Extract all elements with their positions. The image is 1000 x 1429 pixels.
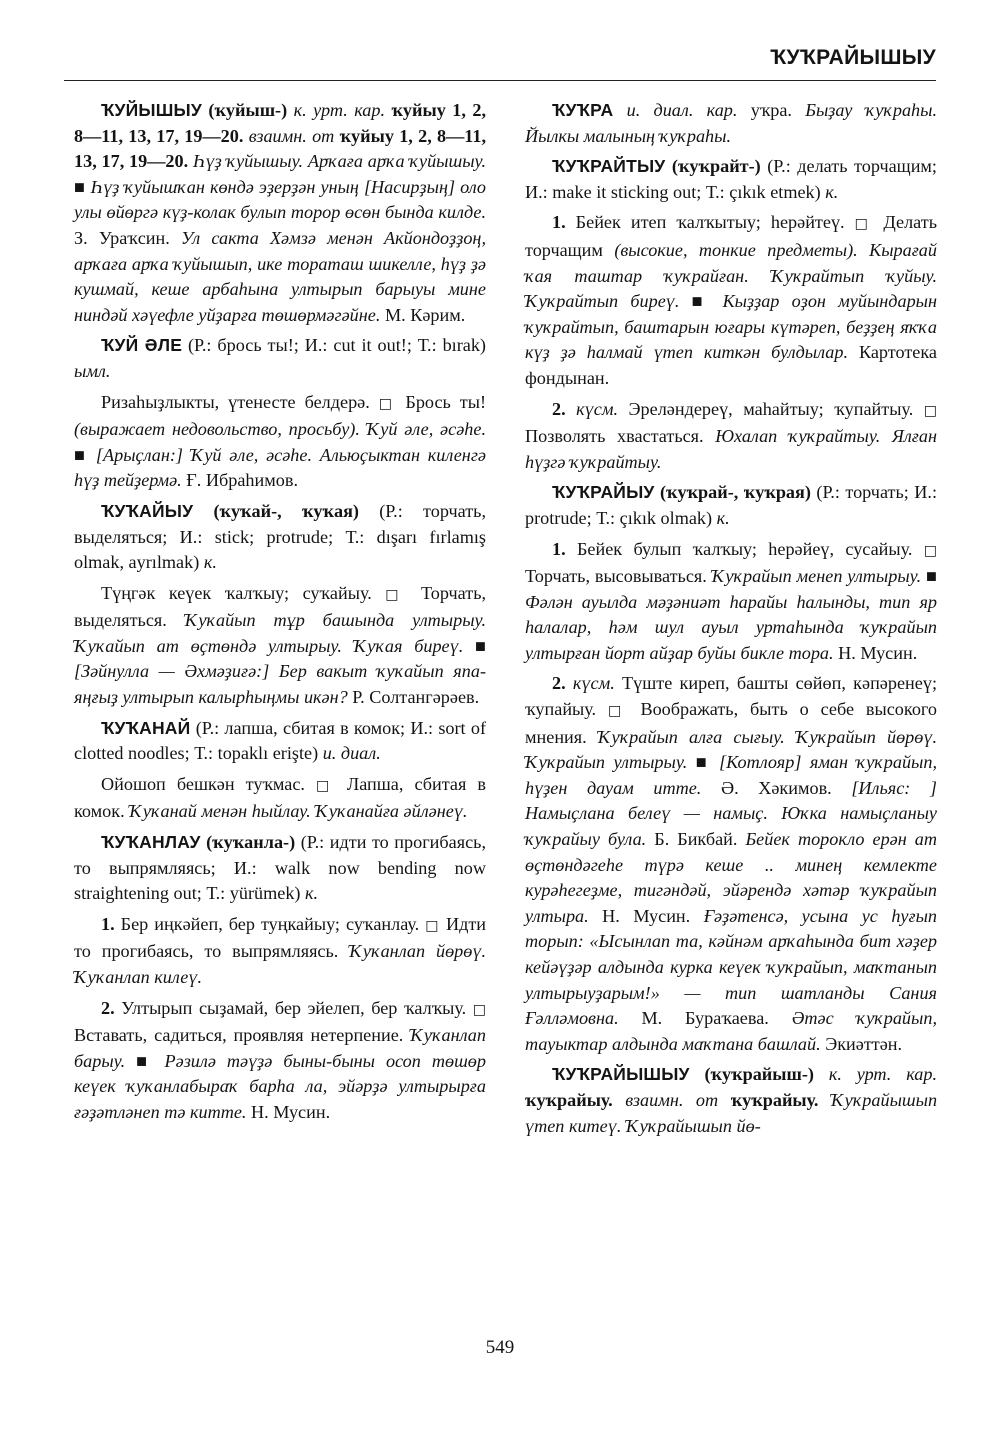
- square-icon: □: [854, 216, 874, 233]
- running-head: ҠУҠРАЙЫШЫУ: [770, 46, 936, 69]
- entry-kukanlau-sense-1: 1. Бер иңкәйеп, бер туңкайыу; суҡанлау. □ Идти то прогибаясь, то выпрямляясь. Ҡуҡанлап йөрөү. Ҡуҡанлап килеү.: [74, 913, 487, 987]
- header-rule: [64, 80, 936, 81]
- square-icon: □: [608, 703, 629, 720]
- entry-kukanlau-sense-2: 2. Ултырып сыҙамай, бер эйелеп, бер ҡалҡыу. □ Вставать, садиться, проявляя нетерпение. Ҡуҡанлап барыу. ■ Рәзилә тәүҙә быны-быны осоп төшөр кеүек ҡуҡанлабыраҡ барһа ла, эйәрҙә ултырырға ғәҙәтләнеп тә китте. Н. Мусин.: [74, 997, 487, 1122]
- headword: ҠУҠАНЛАУ: [101, 832, 201, 853]
- black-square-icon: ■: [475, 635, 487, 656]
- entry-kukanlau: ҠУҠАНЛАУ (ҡуҡанла-) (Р.: идти то прогибаясь, то выпрямляясь; И.: walk now bending now straightening out; Т.: yürümek) к.: [74, 832, 487, 904]
- black-square-icon: ■: [74, 176, 86, 197]
- headword: ҠУҠРА: [552, 100, 614, 120]
- square-icon: □: [472, 1001, 487, 1018]
- entry-kukraytyu-sense-1: 1. Бейек итеп ҡалҡытыу; һерәйтеү. □ Делать торчащим (высокие, тонкие предметы). Кырағай ҡая таштар ҡуҡрайған. Ҡуҡрайтып ҡуйыу. Ҡуҡрайтып биреү. ■ Кыҙҙар оҙон муйындарын ҡуҡрайтып, баштарын юғары күтәреп, беҙҙең яҡҡа күҙ ҙә һалмай үтеп киткән булдылар. Картотека фондынан.: [525, 212, 938, 388]
- black-square-icon: ■: [926, 566, 937, 587]
- right-column: [525, 98, 937, 1144]
- entry-kukrayyshyu: ҠУҠРАЙЫШЫУ (ҡуҡрайыш-) к. урт. кар. ҡуҡрайыу. взаимн. от ҡуҡрайыу. Ҡуҡрайышып үтеп китеү. Ҡуҡрайышып йө-: [525, 1064, 938, 1136]
- headword: ҠУҠРАЙЫУ: [552, 482, 655, 503]
- entry-kuyyshyu: ҠУЙЫШЫУ (ҡуйыш-) к. урт. кар. ҡуйыу 1, 2, 8—11, 13, 17, 19—20. взаимн. от ҡуйыу 1, 2, 8—11, 13, 17, 19—20. Һүҙ ҡуйышыу. Арҡаға арҡа ҡуйышыу. ■ Һүҙ ҡуйышҡан көндә эҙерҙән уның [Насирҙың] оло улы өйөргә күҙ-колак булып торор өсөн бында килде. З. Ураҡсин. Ул сакта Хәмзә менән Акйондоҙҙоң, арҡаға арҡа ҡуйышып, ике тораташ шикелле, һүҙ ҙә кушмай, кеше арбаһына ултырып барыуы мине ниндәй хәүефле уйҙарға төшөрмәгәйне. М. Кәрим.: [74, 100, 487, 325]
- entry-kukayyu: ҠУҠАЙЫУ (ҡуҡай-, ҡуҡая) (Р.: торчать, выделяться; И.: stick; protrude; Т.: dışarı fırlamış olmak, ayrılmak) к.: [74, 500, 486, 573]
- entry-kukanay: ҠУҠАНАЙ (Р.: лапша, сбитая в комок; И.: sort of clotted noodles; Т.: topaklı erişte) и. диал.: [74, 717, 487, 764]
- page-number: 549: [485, 1337, 515, 1358]
- entry-kukraytyu: ҠУҠРАЙТЫУ (ҡуҡрайт-) (Р.: делать торчащим; И.: make it sticking out; Т.: çıkık etmek) к.: [525, 156, 937, 202]
- headword: ҠУҠАЙЫУ: [101, 500, 194, 521]
- entry-kukrayyu-sense-2: 2. күсм. Түште киреп, башты сөйөп, кәпәренеү; ҡупайыу. □ Воображать, быть о себе высокого мнения. Ҡуҡрайып алға сығыу. Ҡуҡрайып йөрөү. Ҡуҡрайып ултырыу. ■ [Котлояр] яман ҡуҡрайып, һүҙен дауам итте. Ә. Хәкимов. [Ильяс: ] Намыҫлана белеү — намыҫ. Юҡка намыҫланыу ҡуҡрайыу була. Б. Бикбай. Бейек торокло ерән ат өҫтөндәгеһе түрә кеше .. минең кемлекте курәһегеҙме, тигәндәй, эйәрендә хәтәр ҡуҡрайып ултыра. Н. Мусин. Ғәҙәтенсә, усына ус һуғып торып: «Ысынлап та, кәйнәм арҡаһында бит хәҙер кейәүҙәр алдында курка кеүек ҡуҡрайып, маҡтанып ултырыуҙарым!» — тип шатланды Сания Ғәлләмовна. М. Бураҡаева. Әтәс ҡуҡрайып, тауыктар алдында маҡтана башлай. Экиәттән.: [525, 673, 938, 1054]
- square-icon: □: [923, 402, 938, 419]
- square-icon: □: [385, 586, 408, 603]
- headword: ҠУҠРАЙТЫУ: [552, 156, 666, 177]
- entry-kuy-ale-sense: Ризаһыҙлыкты, үтенесте белдерә. □ Брось ты! (выражает недовольство, просьбу). Ҡуй әле, әсәһе. ■ [Арыҫлан:] Ҡуй әле, әсәһе. Альюҫыктан киленгә һүҙ тейҙермә. Ғ. Ибраһимов.: [74, 391, 487, 491]
- square-icon: □: [316, 777, 336, 794]
- headword: ҠУЙЫШЫУ: [101, 100, 202, 120]
- headword: ҠУҠРАЙЫШЫУ: [552, 1064, 690, 1085]
- headword: ҠУЙ ӘЛЕ: [101, 335, 183, 356]
- square-icon: □: [425, 917, 440, 934]
- black-square-icon: ■: [136, 1050, 154, 1071]
- entry-kukrayyu: ҠУҠРАЙЫУ (ҡуҡрай-, ҡуҡрая) (Р.: торчать; И.: protrude; Т.: çıkık olmak) к.: [525, 482, 938, 528]
- black-square-icon: ■: [74, 444, 89, 465]
- black-square-icon: ■: [695, 752, 711, 773]
- black-square-icon: ■: [691, 291, 711, 312]
- square-icon: □: [378, 395, 397, 412]
- left-column: [74, 98, 486, 1131]
- headword: ҠУҠАНАЙ: [101, 717, 191, 738]
- entry-kuy-ale: ҠУЙ ӘЛЕ (Р.: брось ты!; И.: cut it out!; Т.: bırak) ымл.: [74, 335, 486, 381]
- entry-kukayyu-sense: Түңгәк кеүек ҡалҡыу; суҡайыу. □ Торчать, выделяться. Ҡуҡайып тұр башында ултырыу. Ҡуҡайып ат өҫтөндә ултырыу. Ҡуҡая биреү. ■ [Зәйнулла — Әхмәҙиғә:] Бер вакыт ҡуҡайып япа-яңғыҙ ултырып калырһыңмы икән? Р. Солтангәрәев.: [74, 582, 487, 708]
- entry-kukrayyu-sense-1: 1. Бейек булып ҡалҡыу; һерәйеү, сусайыу. □ Торчать, высовываться. Ҡуҡрайып менеп ултырыу. ■ Фәлән ауылда мәҙәниәт һарайы һалынды, тип яр һалалар, һәм шул ауыл уртаһында ҡуҡрайып ултырған йорт айҙар буйы бикле тора. Н. Мусин.: [525, 538, 938, 663]
- entry-kukra: ҠУҠРА и. диал. кар. уҡра. Быҙау ҡуҡраһы. Йылкы малының ҡуҡраһы.: [525, 100, 937, 146]
- square-icon: □: [923, 542, 938, 559]
- entry-kukraytyu-sense-2: 2. күсм. Эреләндереү, маһайтыу; ҡупайтыу. □ Позволять хвастаться. Юхалап ҡуҡрайтыу. Ялған һүҙгә ҡуҡрайтыу.: [525, 398, 938, 472]
- entry-kukanay-sense: Ойошоп бешкән туҡмас. □ Лапша, сбитая в комок. Ҡуҡанай менән һыйлау. Ҡуҡанайға әйләнеү.: [74, 773, 487, 822]
